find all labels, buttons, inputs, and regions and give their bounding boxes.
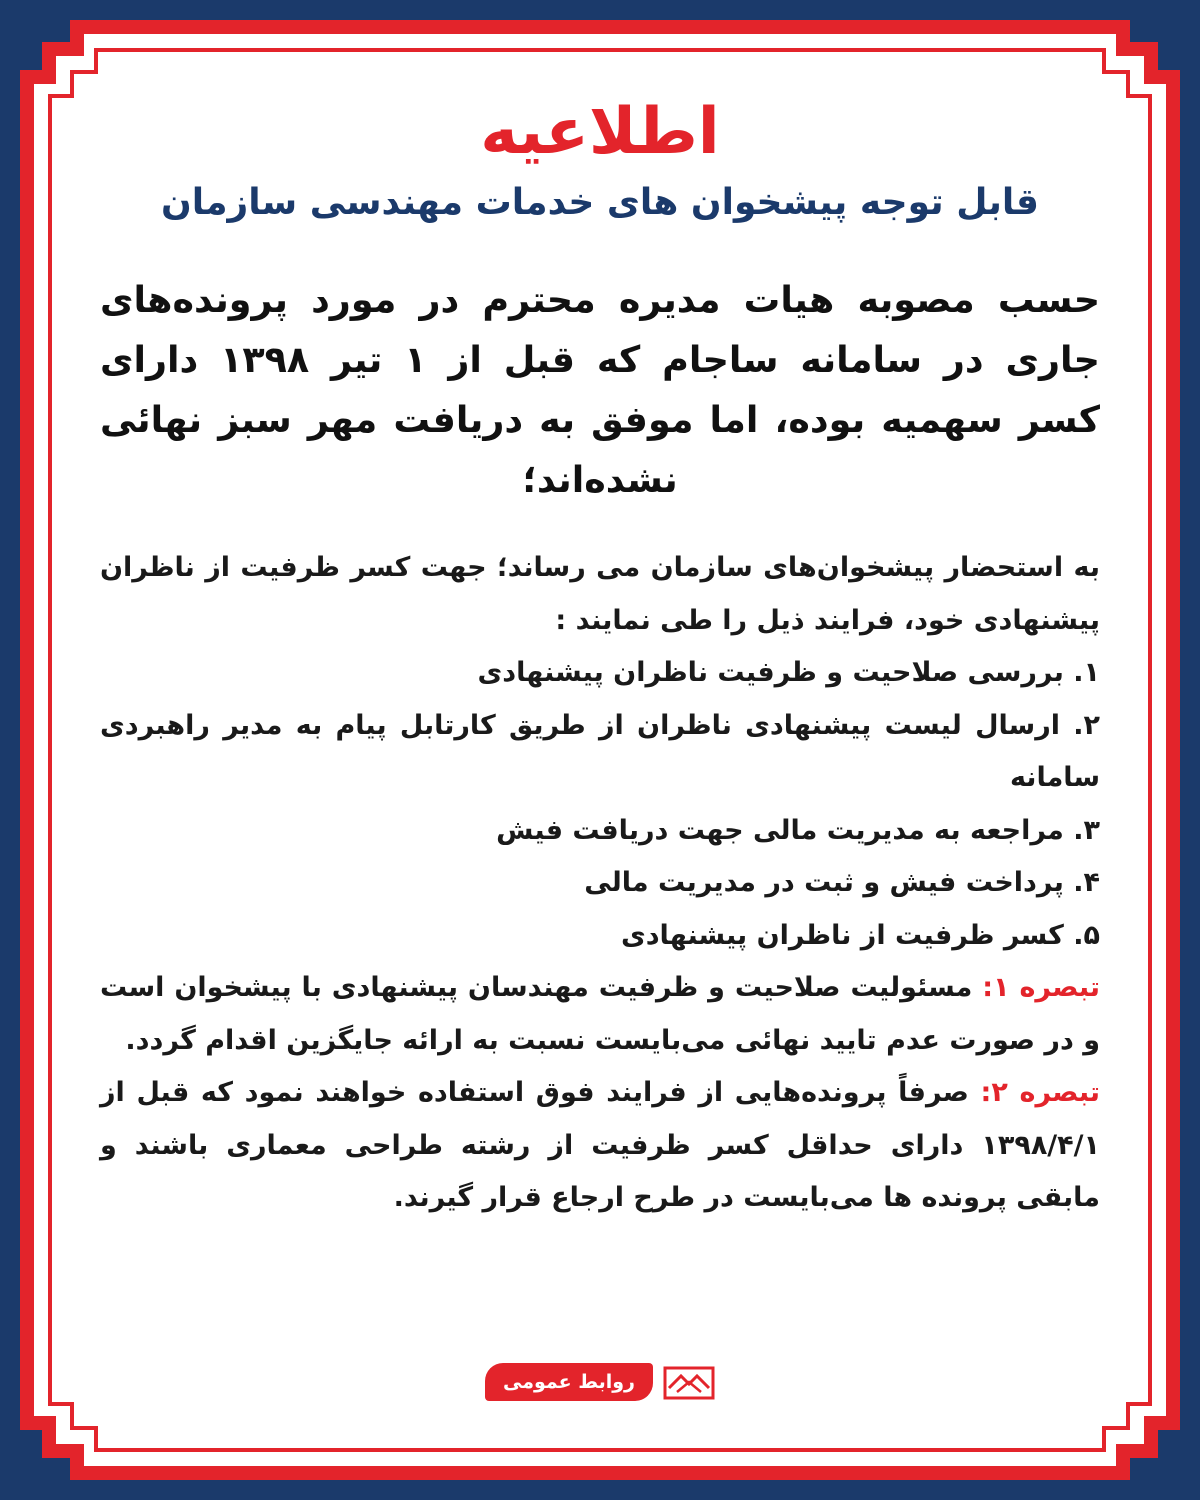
step-item: ۳. مراجعه به مدیریت مالی جهت دریافت فیش [496,814,1100,846]
notice-body [100,542,1100,1225]
notice-headline: حسب مصوبه هیات مدیره محترم در مورد پرونده‌های جاری در سامانه ساجام که قبل از ۱ تیر ۱۳۹۸ دارای کسر سهمیه بوده، اما موفق به دریافت مهر سبز نهائی نشده‌اند؛ [100,278,1100,501]
step-item: ۱. بررسی صلاحیت و ظرفیت ناظران پیشنهادی [477,657,1100,688]
notice-title: اطلاعیه [480,95,720,169]
intro-paragraph: به استحضار پیشخوان‌های سازمان می رساند؛ جهت کسر ظرفیت از ناظران پیشنهادی خود، فرایند ذیل را طی نمایند : [100,552,1100,636]
note-text: مسئولیت صلاحیت و ظرفیت مهندسان پیشنهادی با پیشخوان است و در صورت عدم تایید نهائی می‌بایست نسبت به ارائه جایگزین اقدام گردد. [100,972,1100,1056]
step-item: ۲. ارسال لیست پیشنهادی ناظران از طریق کارتابل پیام به مدیر راهبردی سامانه [100,709,1100,793]
note-label: تبصره ۱: [982,972,1100,1003]
note-label: تبصره ۲: [980,1077,1100,1108]
footer-logo [58,1360,1142,1404]
note-text: صرفاً پرونده‌هایی از فرایند فوق استفاده خواهند نمود که قبل از ۱۳۹۸/۴/۱ دارای حداقل کسر ظرفیت از رشته طراحی معماری باشند و مابقی پرونده ها می‌بایست در طرح ارجاع قرار گیرند. [100,1077,1100,1213]
notice-sheet [58,62,1142,1438]
step-item: ۵. کسر ظرفیت از ناظران پیشنهادی [620,919,1100,951]
step-item: ۴. پرداخت فیش و ثبت در مدیریت مالی [584,867,1100,898]
note-paragraph [100,962,1100,1067]
note-paragraph [100,1067,1100,1225]
notice-subtitle: قابل توجه پیشخوان های خدمات مهندسی سازمان [161,182,1039,223]
public-relations-badge: روابط عمومی [485,1363,653,1401]
handshake-icon [663,1362,715,1402]
